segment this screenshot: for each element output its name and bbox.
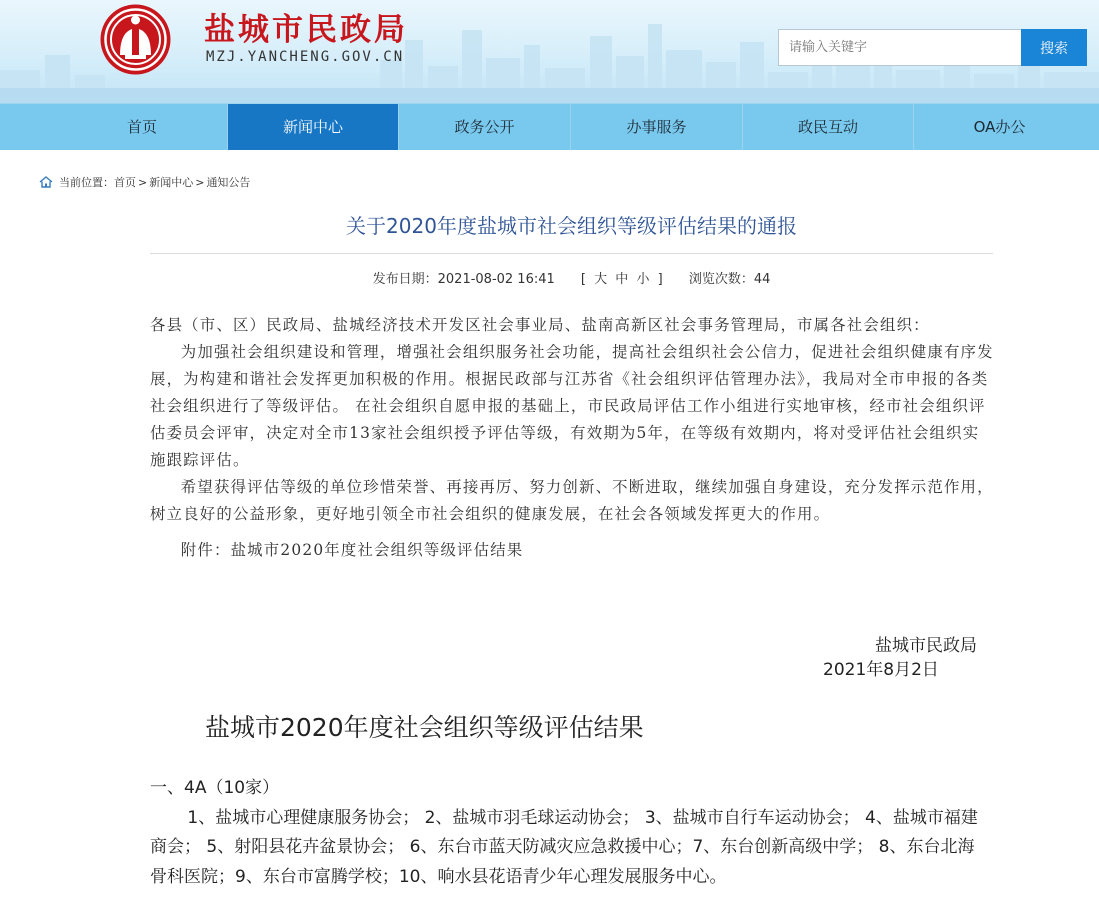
publish-date: 2021-08-02 16:41 xyxy=(437,272,555,287)
site-header xyxy=(0,0,1099,103)
article-title: 关于2020年度盐城市社会组织等级评估结果的通报 xyxy=(346,214,797,238)
results-list xyxy=(150,774,980,892)
nav-item-public-affairs[interactable]: 政务公开 xyxy=(399,104,571,150)
site-title[interactable]: 盐城市民政局 xyxy=(204,12,408,48)
breadcrumb-separator: > xyxy=(138,175,148,189)
title-divider xyxy=(150,253,993,254)
nav-item-news[interactable]: 新闻中心 xyxy=(228,104,399,150)
search-button[interactable]: 搜索 xyxy=(1021,29,1087,66)
article-paragraph: 为加强社会组织建设和管理，增强社会组织服务社会功能，提高社会组织社会公信力，促进社会组织健康有序发展，为构建和谐社会发挥更加积极的作用。根据民政部与江苏省《社会组织评估管理办法》，我局对全市申报的各类社会组织进行了等级评估。 在社会组织自愿申报的基础上，市民政局评估工作小组进行实地审核，经市社会组织评估委员会评审，决定对全市13家社会组织授予评估等级，有效期为5年，在等级有效期内，将对受评估社会组织实施跟踪评估。 xyxy=(150,343,994,469)
size-bracket-close: ] xyxy=(657,272,663,287)
nav-item-interaction[interactable]: 政民互动 xyxy=(743,104,914,150)
publish-date-label: 发布日期： xyxy=(372,272,438,287)
search-input[interactable] xyxy=(778,29,1022,66)
attachment-link[interactable]: 附件：盐城市2020年度社会组织等级评估结果 xyxy=(180,541,524,559)
article-meta xyxy=(150,268,993,287)
font-size-small-link[interactable]: 小 xyxy=(636,272,650,287)
views-count: 44 xyxy=(753,272,771,287)
breadcrumb-notices[interactable]: 通知公告 xyxy=(206,176,251,189)
breadcrumb-prefix: 当前位置： xyxy=(59,176,114,189)
signature-date: 2021年8月2日 xyxy=(823,660,939,680)
article-body xyxy=(150,312,995,564)
nav-item-home[interactable]: 首页 xyxy=(57,104,228,150)
breadcrumb-home[interactable]: 首页 xyxy=(114,176,136,189)
main-nav xyxy=(0,103,1099,150)
breadcrumb xyxy=(39,174,250,190)
breadcrumb-news[interactable]: 新闻中心 xyxy=(149,176,194,189)
nav-item-services[interactable]: 办事服务 xyxy=(571,104,743,150)
results-section-text: 1、盐城市心理健康服务协会； 2、盐城市羽毛球运动协会； 3、盐城市自行车运动协会； 4、盐城市福建商会； 5、射阳县花卉盆景协会； 6、东台市蓝天防减灾应急救援中心；7、东台创新高级中学； 8、东台北海骨科医院；9、东台市富腾学校；10、响水县花语青少年心理发展服务中心。 xyxy=(150,807,978,887)
signature-organization: 盐城市民政局 xyxy=(875,636,977,656)
article-paragraph: 希望获得评估等级的单位珍惜荣誉、再接再厉、努力创新、不断进取，继续加强自身建设，充分发挥示范作用，树立良好的公益形象，更好地引领全市社会组织的健康发展，在社会各领域发挥更大的作用。 xyxy=(150,478,994,523)
breadcrumb-separator: > xyxy=(195,175,205,189)
views-label: 浏览次数： xyxy=(688,272,754,287)
results-section-heading: 一、4A（10家） xyxy=(150,778,280,798)
font-size-medium-link[interactable]: 中 xyxy=(615,272,629,287)
civil-affairs-logo-icon xyxy=(99,3,172,76)
salutation: 各县（市、区）民政局、盐城经济技术开发区社会事业局、盐南高新区社会事务管理局，市属各社会组织： xyxy=(150,316,930,334)
results-title: 盐城市2020年度社会组织等级评估结果 xyxy=(205,713,644,742)
font-size-switch xyxy=(579,272,669,287)
size-bracket-open: [ xyxy=(580,272,586,287)
font-size-large-link[interactable]: 大 xyxy=(594,272,608,287)
nav-item-oa[interactable]: OA办公 xyxy=(973,118,1026,136)
home-icon xyxy=(39,176,53,188)
site-domain: MZJ.YANCHENG.GOV.CN xyxy=(206,49,405,65)
